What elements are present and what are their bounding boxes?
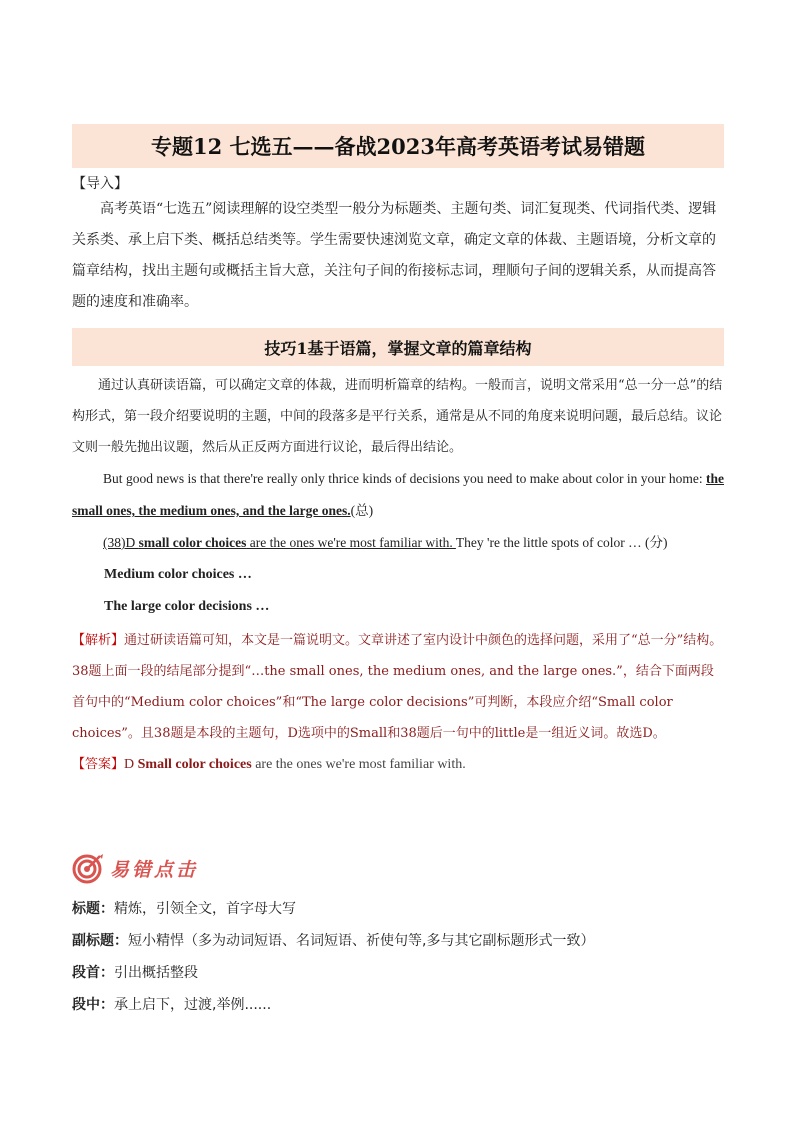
error-notes: [72, 893, 724, 1021]
answer-rest: are the ones we're most familiar with.: [251, 757, 466, 772]
note-text: 引出概括整段: [114, 965, 198, 981]
note-item: [72, 893, 724, 925]
example-underlined: the small ones, the medium ones, and the large ones.: [72, 471, 724, 518]
page-title: 专题12 七选五——备战2023年高考英语考试易错题: [72, 124, 724, 168]
note-key: 段中：: [72, 997, 114, 1013]
error-section-header: [72, 852, 198, 884]
note-item: [72, 989, 724, 1021]
note-text: 承上启下，过渡,举例......: [114, 997, 272, 1013]
analysis-tag: 【解析】: [72, 633, 125, 648]
example-underlined-rest: are the ones we're most familiar with.: [246, 535, 456, 550]
example-number: (38)D: [103, 535, 139, 550]
answer-tag: 【答案】: [72, 757, 125, 772]
analysis-paragraph: [72, 625, 724, 749]
answer-line: [72, 749, 724, 781]
note-item: [72, 925, 724, 957]
analysis-text: 通过研读语篇可知，本文是一篇说明文。文章讲述了室内设计中颜色的选择问题，采用了“总一分”结构。38题上面一段的结尾部分提到“…the small ones, the medium ones, and the large ones.”，结合下面两段首句中的“Medium color choices”和“The large color decisions”可判断，本段应介绍“Small color choices”。且38题是本段的主题句，D选项中的Small和38题后一句中的little是一组近义词。故选D。: [72, 633, 723, 741]
note-key: 副标题：: [72, 933, 128, 949]
intro-label: 【导入】: [72, 176, 128, 192]
note-key: 标题：: [72, 901, 114, 917]
answer-bold: Small color choices: [137, 757, 252, 772]
answer-letter: D: [124, 757, 138, 772]
example-line-large: The large color decisions …: [104, 599, 270, 614]
skill-explanation: 通过认真研读语篇，可以确定文章的体裁，进而明析篇章的结构。一般而言，说明文常采用“总一分一总”的结构形式，第一段介绍要说明的主题，中间的段落多是平行关系，通常是从不同的角度来说明问题，最后总结。议论文则一般先抛出议题，然后从正反两方面进行议论，最后得出结论。: [72, 378, 723, 455]
intro-paragraph: 高考英语“七选五”阅读理解的设空类型一般分为标题类、主题句类、词汇复现类、代词指代类、逻辑关系类、承上启下类、概括总结类等。学生需要快速浏览文章，确定文章的体裁、主题语境，分析文章的篇章结构，找出主题句或概括主旨大意，关注句子间的衔接标志词，理顺句子间的逻辑关系，从而提高答题的速度和准确率。: [72, 201, 717, 310]
example-text: But good news is that there're really only thrice kinds of decisions you need to make about color in your home:: [103, 471, 706, 486]
example-bold: small color choices: [138, 535, 247, 550]
skill-heading: 技巧1基于语篇，掌握文章的篇章结构: [72, 328, 724, 366]
note-key: 段首：: [72, 965, 114, 981]
error-section-title: 易错点击: [110, 858, 199, 881]
note-item: [72, 957, 724, 989]
example-paragraph-2: [72, 527, 724, 559]
document-page: [72, 124, 724, 781]
note-text: 精炼，引领全文，首字母大写: [114, 901, 296, 917]
target-icon: [72, 852, 104, 884]
note-text: 短小精悍（多为动词短语、名词短语、祈使句等,多与其它副标题形式一致）: [128, 933, 595, 949]
example-tail: (总): [350, 503, 374, 518]
example-paragraph-1: [72, 463, 724, 527]
example-line-medium: Medium color choices …: [104, 567, 252, 582]
example-rest: They 're the little spots of color … (分): [455, 535, 668, 550]
